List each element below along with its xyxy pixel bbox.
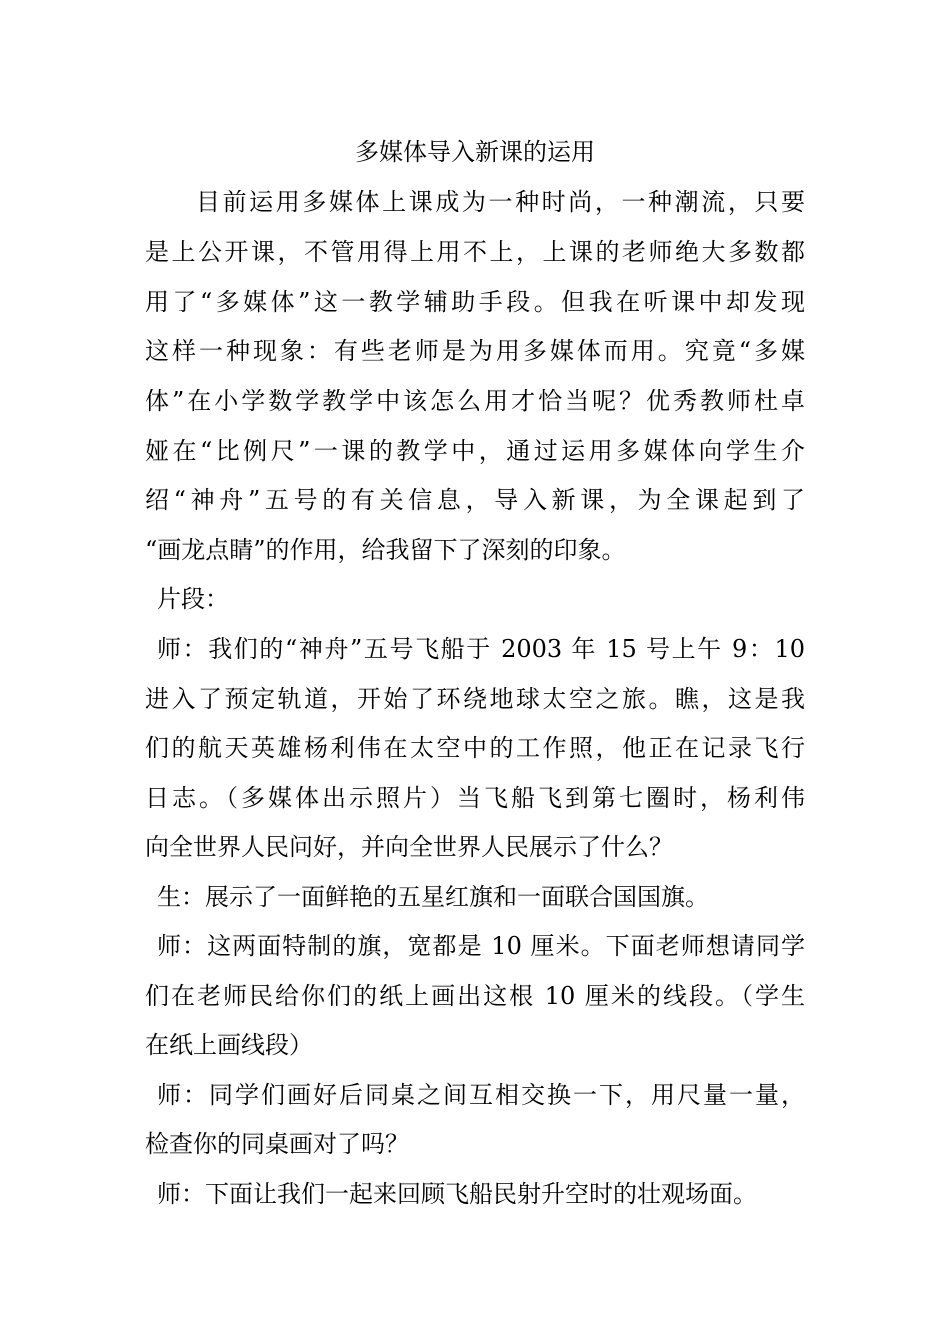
paragraph-line: 这样一种现象：有些老师是为用多媒体而用。究竟“多媒 [145,337,805,365]
paragraph-line: 用了“多媒体”这一教学辅助手段。但我在听课中却发现 [145,288,805,316]
dialogue-line: 向全世界人民问好，并向全世界人民展示了什么？ [145,833,673,861]
paragraph-line: 体”在小学数学教学中该怎么用才恰当呢？优秀教师杜卓 [145,387,805,415]
dialogue-line: 师：下面让我们一起来回顾飞船民射升空时的壮观场面。 [157,1180,757,1208]
dialogue-line: 师：我们的“神舟”五号飞船于 2003 年 15 号上午 9：10 [157,635,805,663]
paragraph-line: 娅在“比例尺”一课的教学中，通过运用多媒体向学生介 [145,437,805,465]
dialogue-line: 检查你的同桌画对了吗？ [145,1130,409,1158]
paragraph-line: 是上公开课，不管用得上用不上，上课的老师绝大多数都 [145,238,805,266]
paragraph-line: 目前运用多媒体上课成为一种时尚，一种潮流，只要 [196,188,805,216]
paragraph-line: 绍“神舟”五号的有关信息，导入新课，为全课起到了 [145,486,805,514]
dialogue-line: 在纸上画线段） [145,1031,313,1059]
section-label: 片段： [157,585,229,613]
dialogue-line: 进入了预定轨道，开始了环绕地球太空之旅。瞧，这是我 [145,685,805,713]
dialogue-line: 师：这两面特制的旗，宽都是 10 厘米。下面老师想请同学 [157,932,805,960]
dialogue-line: 师：同学们画好后同桌之间互相交换一下，用尺量一量， [157,1081,805,1109]
dialogue-line: 日志。（多媒体出示照片）当飞船飞到第七圈时，杨利伟 [145,784,805,812]
dialogue-line: 们的航天英雄杨利伟在太空中的工作照，他正在记录飞行 [145,734,805,762]
paragraph-line: “画龙点睛”的作用，给我留下了深刻的印象。 [145,536,626,564]
document-title: 多媒体导入新课的运用 [355,138,595,166]
dialogue-line: 生：展示了一面鲜艳的五星红旗和一面联合国国旗。 [157,883,709,911]
dialogue-line: 们在老师民给你们的纸上画出这根 10 厘米的线段。（学生 [145,982,805,1010]
